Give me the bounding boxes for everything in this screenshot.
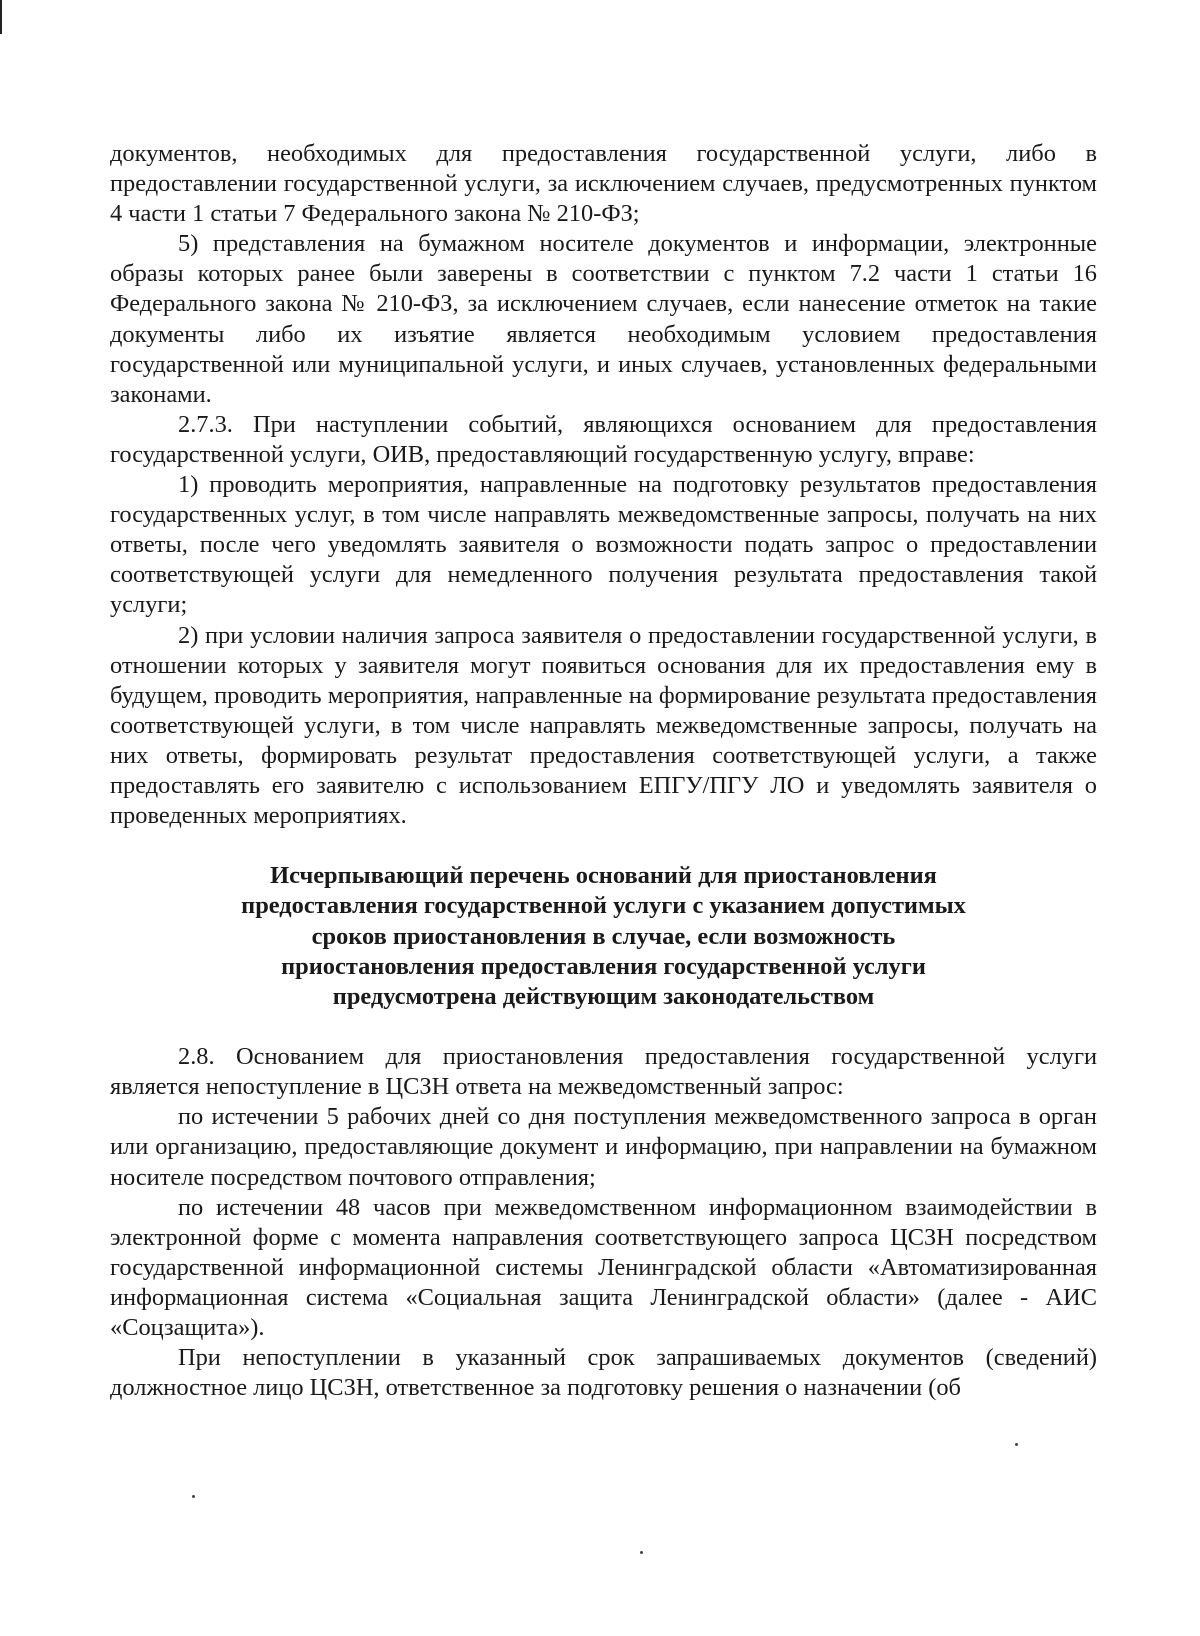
heading-line: приостановления предоставления государственной услуги — [281, 952, 926, 980]
scan-speck — [640, 1551, 643, 1554]
section-heading — [110, 861, 1097, 1012]
paragraph-2-7-3: 2.7.3. При наступлении событий, являющихся основанием для предоставления государственной услуги, ОИВ, предоставляющий государственную услугу, вправе: — [110, 410, 1097, 468]
paragraph-continuation: документов, необходимых для предоставления государственной услуги, либо в предоставлении государственной услуги, за исключением случаев, предусмотренных пунктом 4 части 1 статьи 7 Федерального закона № 210-ФЗ; — [110, 140, 1097, 228]
paragraph-2-8: 2.8. Основанием для приостановления предоставления государственной услуги является непоступление в ЦСЗН ответа на межведомственный запрос: — [110, 1043, 1097, 1101]
heading-line: предусмотрена действующим законодательством — [332, 982, 875, 1010]
scan-edge-mark — [0, 0, 2, 34]
scan-speck — [1015, 1443, 1018, 1446]
heading-line: предоставления государственной услуги с указанием допустимых — [241, 892, 966, 920]
paragraph-2-8-electronic-term: по истечении 48 часов при межведомственном информационном взаимодействии в электронной форме с момента направления соответствующего запроса ЦСЗН посредством государственной информационной системы Ленинградской области «Автоматизированная информационная система «Социальная защита Ленинградской области» (далее - АИС «Соцзащита»). — [110, 1193, 1097, 1342]
heading-line: сроков приостановления в случае, если возможность — [311, 922, 896, 950]
paragraph-2-8-non-receipt: При непоступлении в указанный срок запрашиваемых документов (сведений) должностное лицо ЦСЗН, ответственное за подготовку решения о назначении (об — [110, 1344, 1097, 1402]
paragraph-2-7-3-item-1: 1) проводить мероприятия, направленные на подготовку результатов предоставления государственных услуг, в том числе направлять межведомственные запросы, получать на них ответы, после чего уведомлять заявителя о возможности подать запрос о предоставлении соответствующей услуги для немедленного получения результата предоставления такой услуги; — [110, 471, 1097, 619]
paragraph-2-7-3-item-2: 2) при условии наличия запроса заявителя о предоставлении государственной услуги, в отношении которых у заявителя могут появиться основания для их предоставления ему в будущем, проводить мероприятия, направленные на формирование результата предоставления соответствующей услуги, в том числе направлять межведомственные запросы, получать на них ответы, формировать результат предоставления соответствующей услуги, а также предоставлять его заявителю с использованием ЕПГУ/ПГУ ЛО и уведомлять заявителя о проведенных мероприятиях. — [110, 621, 1097, 830]
scan-speck — [192, 1495, 195, 1498]
document-body — [110, 139, 1097, 1403]
heading-line: Исчерпывающий перечень оснований для приостановления — [270, 862, 937, 890]
paragraph-2-8-paper-term: по истечении 5 рабочих дней со дня поступления межведомственного запроса в орган или организацию, предоставляющие документ и информацию, при направлении на бумажном носителе посредством почтового отправления; — [110, 1103, 1097, 1191]
paragraph-item-5: 5) представления на бумажном носителе документов и информации, электронные образы которых ранее были заверены в соответствии с пунктом 7.2 части 1 статьи 16 Федерального закона № 210-ФЗ, за исключением случаев, если нанесение отметок на такие документы либо их изъятие является необходимым условием предоставления государственной или муниципальной услуги, и иных случаев, установленных федеральными законами. — [110, 230, 1097, 408]
